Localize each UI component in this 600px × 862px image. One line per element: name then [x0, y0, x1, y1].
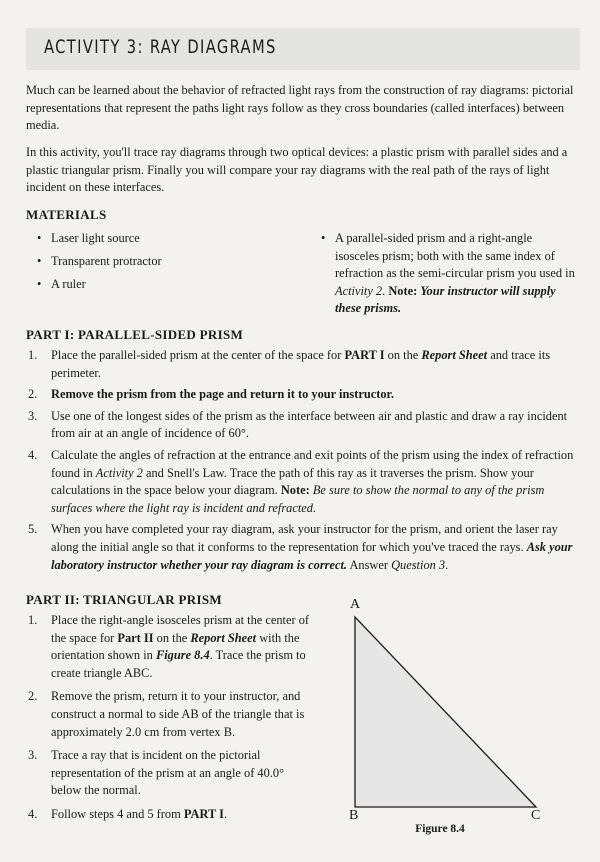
intro-paragraph-2: In this activity, you'll trace ray diagrams through two optical devices: a plastic prism with parallel sides and a plastic triangular prism. Finally you will compare your ray diagrams with the real path of the rays of light incident on these interfaces.: [26, 145, 568, 195]
list-item: 3. Use one of the longest sides of the prism as the interface between air and plastic and draw a ray incident from air at an angle of incidence of 60°.: [28, 408, 568, 441]
vertex-label-b: B: [349, 808, 359, 823]
part1-steps: [26, 347, 582, 574]
list-item: • A ruler: [26, 276, 286, 294]
list-item: 4. Follow steps 4 and 5 from PART I.: [28, 806, 228, 821]
intro-paragraph-1: Much can be learned about the behavior of refracted light rays from the construction of ray diagrams: pictorial representations that represent the paths light rays follow as they cross boundaries (called interfaces) between media.: [26, 83, 574, 133]
vertex-label-c: C: [531, 808, 541, 823]
list-item: 4. Calculate the angles of refraction at the entrance and exit points of the prism using the index of refraction found in Activity 2 and Snell's Law. Trace the path of this ray as it traverses the prism. Show your calculations in the space below your diagram. Note: Be sure to show the normal to any of the prism surfaces where the light ray is incident and refracted.: [28, 447, 574, 515]
list-item: 1. Place the parallel-sided prism at the center of the space for PART I on the Report Sheet and trace its perimeter.: [28, 348, 551, 380]
materials-list-right: [310, 230, 578, 318]
list-item: • Transparent protractor: [26, 253, 286, 271]
list-item: 1. Place the right-angle isosceles prism at the center of the space for Part II on the Report Sheet with the orientation shown in Figure 8.4. Trace the prism to create triangle ABC.: [28, 613, 310, 680]
part2-steps: [26, 612, 314, 824]
list-item: 2. Remove the prism, return it to your instructor, and construct a normal to side AB of the triangle that is approximately 2.0 cm from vertex B.: [28, 689, 305, 739]
materials-list-left: [26, 230, 286, 299]
part2-heading: PART II: TRIANGULAR PRISM: [26, 592, 222, 607]
activity-title-bar: [26, 28, 580, 70]
list-item: 3. Trace a ray that is incident on the pictorial representation of the prism at an angle of 40.0° below the normal.: [28, 748, 285, 798]
activity-title: ACTIVITY 3: RAY DIAGRAMS: [44, 36, 277, 58]
figure-8-4: [330, 592, 570, 842]
part1-heading: PART I: PARALLEL-SIDED PRISM: [26, 327, 244, 342]
list-item: 5. When you have completed your ray diagram, ask your instructor for the prism, and orient the laser ray along the initial angle so that it conforms to the representation for which you've traced the rays. Ask your laboratory instructor whether your ray diagram is correct. Answer Question 3.: [28, 522, 573, 572]
list-item: 2. Remove the prism from the page and return it to your instructor.: [28, 387, 395, 402]
list-item: • Laser light source: [26, 230, 286, 248]
triangle-diagram: [330, 592, 570, 842]
materials-heading: MATERIALS: [26, 207, 107, 222]
triangle-abc: [355, 617, 536, 807]
list-item: • A parallel-sided prism and a right-angle isosceles prism; both with the same index of refraction as the semi-circular prism you used in Activity 2. Note: Your instructor will supply these prisms.: [310, 230, 578, 318]
figure-caption: Figure 8.4: [415, 823, 465, 835]
vertex-label-a: A: [350, 597, 361, 612]
